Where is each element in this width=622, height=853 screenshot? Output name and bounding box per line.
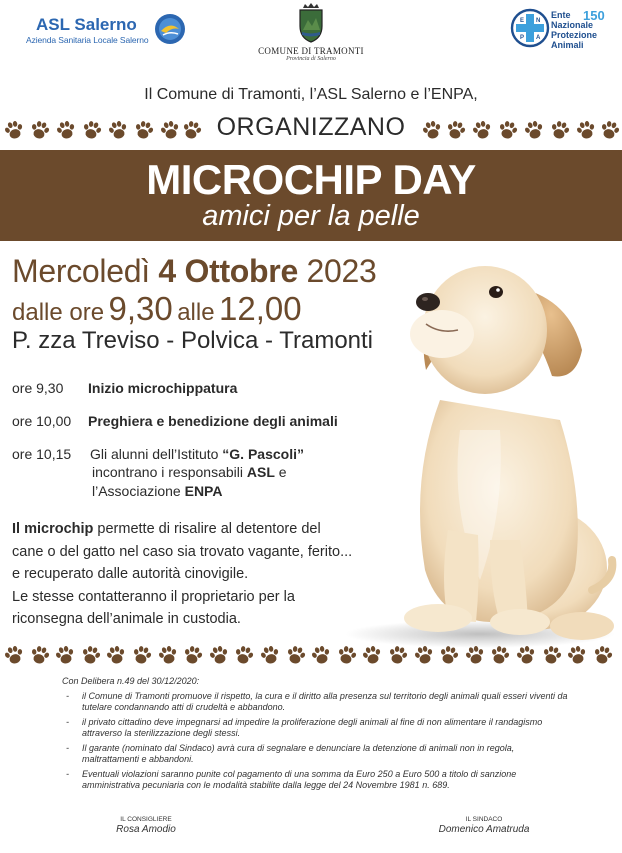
paw-print-icon xyxy=(104,642,129,668)
enpa-line-1: Ente xyxy=(551,10,571,20)
event-time xyxy=(12,290,302,328)
asl-name: ASL Salerno xyxy=(36,15,137,34)
time-prefix: dalle ore xyxy=(12,299,105,326)
asl-salerno-logo xyxy=(26,12,188,48)
schedule-desc-text: e xyxy=(274,464,287,480)
schedule-item xyxy=(12,446,332,506)
paw-print-icon xyxy=(334,642,359,668)
event-banner xyxy=(0,150,622,241)
paw-print-icon xyxy=(53,117,78,143)
puppy-image xyxy=(330,250,622,650)
schedule-desc-text: Gli alunni dell’Istituto xyxy=(90,446,223,462)
svg-text:P: P xyxy=(520,35,525,41)
paw-print-icon xyxy=(232,642,257,668)
schedule-desc-line-1 xyxy=(90,446,304,462)
delibera-item: - Il garante (nominato dal Sindaco) avrà cura di segnalare e denunciare la detenzione di animali non in regola, maltrattamenti e abbandoni. xyxy=(62,743,572,766)
event-year: 2023 xyxy=(306,253,377,289)
paw-print-icon xyxy=(129,642,154,668)
paw-print-icon xyxy=(283,642,308,668)
paw-print-icon xyxy=(573,117,598,143)
asl-subtitle: Azienda Sanitaria Locale Salerno xyxy=(26,35,149,45)
enpa-logo xyxy=(510,8,610,52)
event-place: P. zza Treviso - Polvica - Tramonti xyxy=(12,327,374,354)
paw-print-icon xyxy=(105,117,130,143)
paw-print-icon xyxy=(157,117,182,143)
paragraph-bold: Il microchip xyxy=(12,521,94,537)
paw-print-icon xyxy=(565,642,590,668)
enpa-cross-icon xyxy=(510,8,550,48)
paw-print-icon xyxy=(495,117,520,143)
event-date-bold: 4 Ottobre xyxy=(158,253,298,289)
enpa-line-4: Animali xyxy=(551,40,584,50)
enpa-line-3: Protezione xyxy=(551,30,598,40)
paw-print-icon xyxy=(131,117,156,143)
paw-print-icon xyxy=(53,642,78,668)
paw-print-icon xyxy=(488,642,513,668)
paw-print-icon xyxy=(521,117,546,143)
paw-print-icon xyxy=(539,642,564,668)
asl-bold: ASL xyxy=(246,464,275,480)
delibera-item: - il Comune di Tramonti promuove il rispetto, la cura e il diritto alla presenza sul territorio degli animali quali esseri viventi da tutelare condannando atti di crudeltà e abbandono. xyxy=(62,691,572,714)
time-start: 9,30 xyxy=(108,290,173,327)
time-end: 12,00 xyxy=(219,290,302,327)
event-date xyxy=(12,253,377,290)
comune-name: COMUNE DI TRAMONTI xyxy=(258,46,364,56)
schedule-item xyxy=(12,413,338,429)
paragraph-line-1: permette di risalire al detentore del xyxy=(93,521,321,537)
enpa-bold: ENPA xyxy=(184,483,223,499)
paw-print-icon xyxy=(547,117,572,143)
paragraph-line-3: e recuperato dalle autorità cinovigile. xyxy=(12,566,249,582)
event-weekday: Mercoledì xyxy=(12,253,150,289)
paragraph-line-4: Le stesse contatteranno il proprietario per la xyxy=(12,588,295,605)
paw-print-icon xyxy=(385,642,410,668)
paw-print-icon xyxy=(513,642,538,668)
time-mid: alle xyxy=(177,299,215,326)
signature-consigliere xyxy=(76,816,216,835)
paw-print-icon xyxy=(78,642,103,668)
delibera-intro: Con Delibera n.49 del 30/12/2020: xyxy=(62,676,200,686)
intro-text: Il Comune di Tramonti, l’ASL Salerno e l’ENPA, xyxy=(144,86,478,103)
organizzano-heading: ORGANIZZANO xyxy=(216,113,406,141)
schedule-time: ore 9,30 xyxy=(12,380,64,396)
schedule-desc: Inizio microchippatura xyxy=(88,380,238,396)
paw-print-icon xyxy=(181,642,206,668)
microchip-paragraph xyxy=(12,518,372,631)
delibera-item: - il privato cittadino deve impegnarsi ad impedire la proliferazione degli animali al fine di non alimentare il randagismo attraverso la sterilizzazione degli stessi. xyxy=(62,717,572,740)
svg-text:A: A xyxy=(536,35,541,41)
paw-print-icon xyxy=(597,117,622,143)
signature-role: IL SINDACO xyxy=(465,816,503,823)
paw-print-icon xyxy=(27,642,52,668)
paw-print-icon xyxy=(257,642,282,668)
schedule-item xyxy=(12,380,237,396)
paw-print-icon xyxy=(469,117,494,143)
paw-print-icon xyxy=(443,117,468,143)
delibera-notes xyxy=(62,676,572,795)
paw-print-icon xyxy=(360,642,385,668)
signature-name: Rosa Amodio xyxy=(116,824,176,835)
signature-sindaco xyxy=(414,816,554,835)
schedule-time: ore 10,00 xyxy=(12,413,72,429)
asl-circle-icon xyxy=(154,13,186,45)
comune-province: Provincia di Salerno xyxy=(286,56,336,62)
banner-title: MICROCHIP DAY xyxy=(146,156,476,203)
paw-row-bottom xyxy=(0,644,622,668)
paw-print-icon xyxy=(206,642,231,668)
enpa-150-badge: 150 xyxy=(583,8,605,23)
paw-print-icon xyxy=(309,642,334,668)
signature-name: Domenico Amatruda xyxy=(438,824,530,835)
paw-print-icon xyxy=(1,642,26,668)
schedule-desc-text: incontrano i responsabili xyxy=(92,464,247,480)
paw-print-icon xyxy=(419,117,444,143)
schedule-desc-text: l’Associazione xyxy=(92,483,185,499)
paw-print-icon xyxy=(462,642,487,668)
school-name: “G. Pascoli” xyxy=(222,446,304,462)
enpa-line-2: Nazionale xyxy=(551,20,594,30)
paragraph-line-2: cane o del gatto nel caso sia trovato vagante, ferito... xyxy=(12,543,353,560)
svg-text:N: N xyxy=(536,18,541,24)
paw-print-icon xyxy=(155,642,180,668)
paragraph-line-5: riconsegna dell’animale in custodia. xyxy=(12,611,241,627)
paw-print-icon xyxy=(1,117,26,143)
paw-print-icon xyxy=(590,642,615,668)
schedule-time: ore 10,15 xyxy=(12,446,72,462)
delibera-item: - Eventuali violazioni saranno punite col pagamento di una somma da Euro 250 a Euro 500 a titolo di sanzione amministrativa pecuniaria con le modalità stabilite dalla legge del 24 Novembre 1981 n. 689. xyxy=(62,769,572,792)
svg-text:E: E xyxy=(520,18,525,24)
paw-print-icon xyxy=(411,642,436,668)
municipal-crest-icon xyxy=(294,2,328,44)
paw-print-icon xyxy=(79,117,104,143)
signature-role: IL CONSIGLIERE xyxy=(120,816,172,823)
paw-print-icon xyxy=(437,642,462,668)
schedule-desc-line-2 xyxy=(92,464,287,480)
comune-di-tramonti-logo xyxy=(250,2,372,68)
banner-subtitle: amici per la pelle xyxy=(202,200,420,232)
schedule-desc-line-3 xyxy=(92,483,222,499)
schedule-desc: Preghiera e benedizione degli animali xyxy=(88,413,338,429)
paw-print-icon xyxy=(27,117,52,143)
